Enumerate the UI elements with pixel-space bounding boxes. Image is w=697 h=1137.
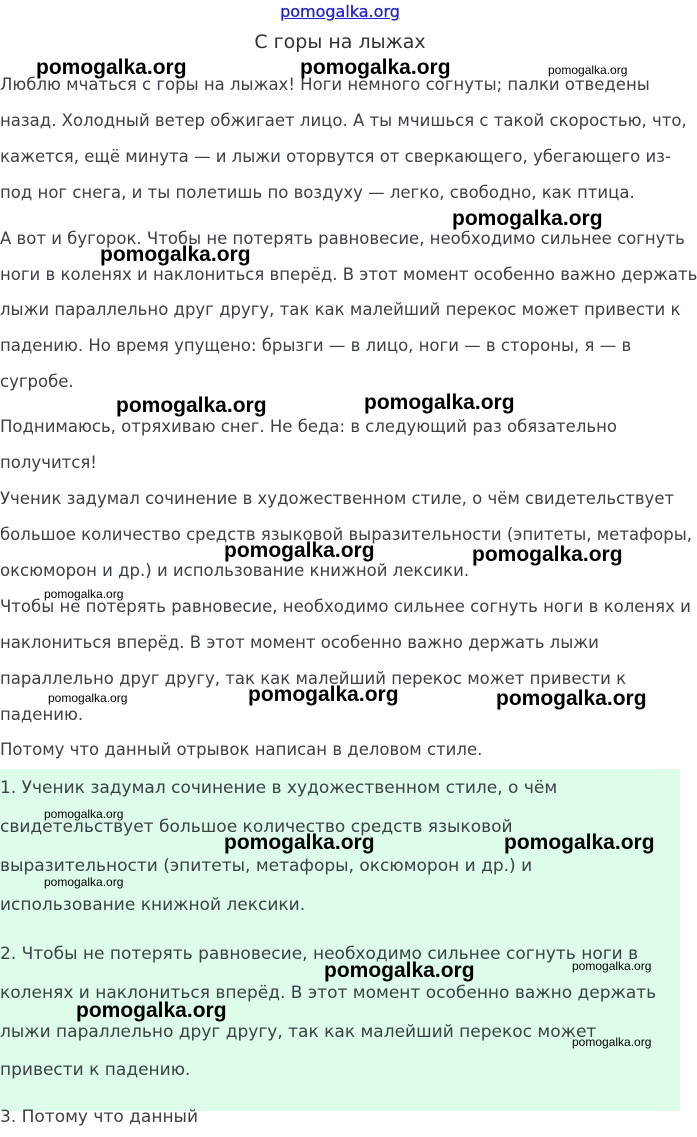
watermark: pomogalka.org bbox=[116, 394, 267, 417]
watermark: pomogalka.org bbox=[496, 687, 647, 710]
answer-line: использование книжной лексики. bbox=[0, 895, 306, 915]
explanation-line: оксюморон и др.) и использование книжной лексики. bbox=[0, 561, 470, 580]
explanation-line: Чтобы не потерять равновесие, необходимо сильнее согнуть ноги в коленях и bbox=[0, 597, 691, 616]
answer-line: 3. Потому что данный bbox=[0, 1107, 199, 1127]
watermark: pomogalka.org bbox=[504, 831, 655, 854]
answer-line: коленях и наклониться вперёд. В этот момент особенно важно держать bbox=[0, 983, 657, 1003]
watermark: pomogalka.org bbox=[44, 807, 124, 821]
watermark: pomogalka.org bbox=[48, 691, 128, 705]
answer-line: лыжи параллельно друг другу, так как малейший перекос может bbox=[0, 1022, 597, 1042]
watermark: pomogalka.org bbox=[44, 875, 124, 889]
story-line: лыжи параллельно друг другу, так как малейший перекос может привести к bbox=[0, 300, 681, 319]
story-line: кажется, ещё минута — и лыжи оторвутся от сверкающего, убегающего из- bbox=[0, 147, 671, 166]
explanation-line: наклониться вперёд. В этот момент особенно важно держать лыжи bbox=[0, 633, 599, 652]
site-logo-link[interactable]: pomogalka.org bbox=[280, 2, 400, 21]
watermark: pomogalka.org bbox=[364, 391, 515, 414]
story-line: падению. Но время упущено: брызги — в лицо, ноги — в стороны, я — в bbox=[0, 336, 632, 355]
watermark: pomogalka.org bbox=[572, 1035, 652, 1049]
answer-line: свидетельствует большое количество средств языковой bbox=[0, 817, 513, 837]
answer-line: выразительности (эпитеты, метафоры, оксюморон и др.) и bbox=[0, 856, 533, 876]
page-title: С горы на лыжах bbox=[254, 31, 426, 53]
watermark: pomogalka.org bbox=[324, 959, 475, 982]
answer-line: 2. Чтобы не потерять равновесие, необходимо сильнее согнуть ноги в bbox=[0, 944, 639, 964]
watermark: pomogalka.org bbox=[548, 63, 628, 77]
explanation-line: Потому что данный отрывок написан в деловом стиле. bbox=[0, 740, 483, 759]
watermark: pomogalka.org bbox=[452, 207, 603, 230]
watermark: pomogalka.org bbox=[44, 587, 124, 601]
story-line: сугробе. bbox=[0, 372, 74, 391]
explanation-line: параллельно друг другу, так как малейший перекос может привести к bbox=[0, 669, 627, 688]
watermark: pomogalka.org bbox=[224, 539, 375, 562]
explanation-line: большое количество средств языковой выразительности (эпитеты, метафоры, bbox=[0, 525, 693, 544]
watermark: pomogalka.org bbox=[472, 543, 623, 566]
watermark: pomogalka.org bbox=[300, 56, 451, 79]
watermark: pomogalka.org bbox=[224, 831, 375, 854]
explanation-line: Ученик задумал сочинение в художественном стиле, о чём свидетельствует bbox=[0, 489, 675, 508]
answer-line: привести к падению. bbox=[0, 1060, 191, 1080]
watermark: pomogalka.org bbox=[100, 243, 251, 266]
story-line: Люблю мчаться с горы на лыжах! Ноги немного согнуты; палки отведены bbox=[0, 75, 650, 94]
watermark: pomogalka.org bbox=[76, 999, 227, 1022]
story-line: получится! bbox=[0, 453, 97, 472]
story-line: ноги в коленях и наклониться вперёд. В этот момент особенно важно держать bbox=[0, 265, 697, 284]
watermark: pomogalka.org bbox=[36, 56, 187, 79]
explanation-line: падению. bbox=[0, 705, 84, 724]
answer-line: 1. Ученик задумал сочинение в художественном стиле, о чём bbox=[0, 778, 558, 798]
story-line: под ног снега, и ты полетишь по воздуху — легко, свободно, как птица. bbox=[0, 183, 635, 202]
watermark: pomogalka.org bbox=[248, 683, 399, 706]
story-line: назад. Холодный ветер обжигает лицо. А ты мчишься с такой скоростью, что, bbox=[0, 111, 687, 130]
story-line: Поднимаюсь, отряхиваю снег. Не беда: в следующий раз обязательно bbox=[0, 417, 617, 436]
story-line: А вот и бугорок. Чтобы не потерять равновесие, необходимо сильнее согнуть bbox=[0, 229, 685, 248]
watermark: pomogalka.org bbox=[572, 959, 652, 973]
